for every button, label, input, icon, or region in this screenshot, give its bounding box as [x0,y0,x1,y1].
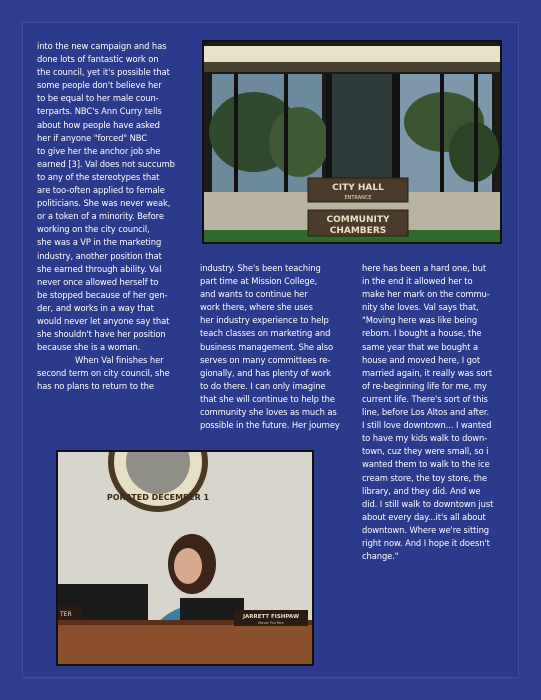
council-member-photo [56,450,314,666]
column-1-paragraph-1: into the new campaign and has done lots of fantastic work on the council, yet it's possible that some people don't believe her to be equal to her male coun- terparts. NBC's Ann Curry tells about how people have asked her if anyone "forced" NBC to give her the anchor job she earned [3]. Val does not succumb to any of the stereotypes that are too-often applied to female politicians. She was never weak, or a token of a minority. Before working on the city council, she was a VP in the marketing industry, another position that she earned through ability. Val never once allowed herself to be stopped because of her gen- der, and works in a way that would never let anyone say that she shouldn't have her position because she is a woman. [37,41,175,353]
nameplate-title: Mayor Pro Tem [258,621,284,625]
column-2-paragraph: industry. She's been teaching part time at Mission College, and wants to continue her work there, where she uses her industry experience to help teach classes on marketing and business management. She also serves on many committees re- gionally, and has plenty of work to do there. I can only imagine that she will continue to help the community she loves as much as possible in the future. Her journey [200,263,340,431]
sign-community: COMMUNITY [326,215,390,225]
nameplate-name: JARRETT FISHPAW [242,614,300,620]
sign-chambers: CHAMBERS [329,226,387,236]
sign-city-hall: CITY HALL [332,183,384,193]
text-column-2 [200,262,350,432]
city-hall-photo [202,40,502,244]
sign-entrance: ENTRANCE [344,195,372,201]
column-3-paragraph: here has been a hard one, but in the end it allowed her to make her mark on the commu- nity she loves. Val says that, "Moving here was like being reborn. I bought a house, the same year that we bought a house and moved here, I got married again, it really was sort of re-beginning life for me, my current life. There's sort of this line, before Los Altos and after. I still love downtown... I wanted to have my kids walk to down- town, cuz they were small, so i wanted them to walk to the ice cream store, the toy store, the library, and they did. And we did. I still walk to downtown just about every day...it's all about downtown. Where we're sitting right now. And I hope it doesn't change." [362,263,494,562]
text-column-3 [362,262,512,563]
city-hall-illustration [204,42,500,242]
column-1-paragraph-2: When Val finishes her second term on city council, she has no plans to return to the [37,355,170,392]
seal-text: PORATED DECEMBER 1 [106,493,210,502]
text-column-1 [37,40,187,394]
nameplate-left-text: TER [60,611,72,618]
council-chambers-illustration [58,452,312,664]
